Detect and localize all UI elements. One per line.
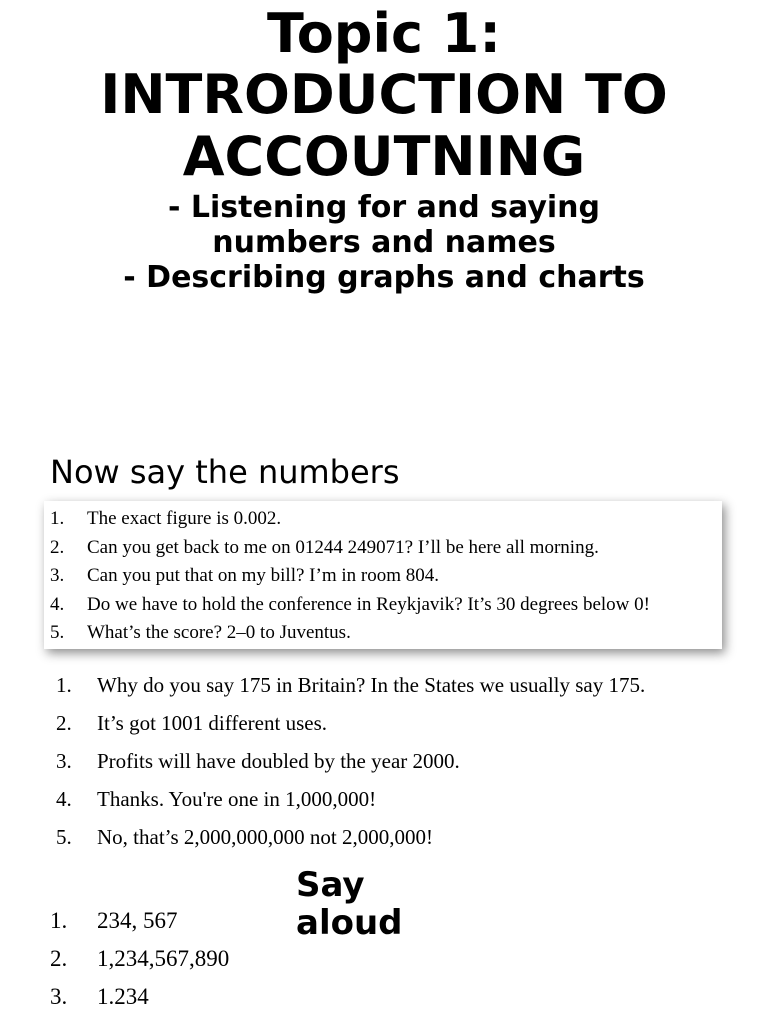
subtitle-line-1: - Listening for and saying	[167, 190, 601, 225]
item-number: 1.	[50, 908, 68, 933]
boxed-sentence-list	[44, 501, 722, 649]
item-text: 1,234,567,890	[97, 946, 230, 971]
subtitle-line-2: numbers and names	[212, 225, 556, 260]
item-text: It’s got 1001 different uses.	[97, 711, 327, 735]
list-item	[44, 591, 722, 620]
list-item	[56, 818, 726, 856]
item-text: Can you get back to me on 01244 249071? I’ll be here all morning.	[87, 536, 599, 558]
item-text: 1.234	[97, 984, 149, 1009]
subtitle-line-3: - Describing graphs and charts	[123, 260, 645, 295]
list-item	[44, 505, 722, 534]
item-number: 4.	[56, 787, 72, 811]
slide-title	[0, 4, 768, 188]
section-heading: Now say the numbers	[50, 453, 400, 491]
slide-subtitle	[0, 190, 768, 295]
list-item	[44, 619, 722, 648]
sentence-list-2	[56, 666, 726, 856]
list-item	[50, 978, 310, 1016]
item-number: 4.	[50, 593, 65, 615]
list-item	[50, 902, 310, 940]
say-aloud-line-2: aloud	[296, 903, 403, 943]
item-number: 5.	[50, 622, 65, 644]
list-item	[50, 940, 310, 978]
item-text: Thanks. You're one in 1,000,000!	[97, 787, 377, 811]
item-text: Do we have to hold the conference in Reykjavik? It’s 30 degrees below 0!	[87, 593, 650, 615]
say-aloud-line-1: Say	[296, 865, 365, 905]
item-text: What’s the score? 2–0 to Juventus.	[87, 622, 351, 644]
item-number: 2.	[50, 946, 68, 971]
title-line-2: INTRODUCTION TO	[100, 63, 668, 126]
item-number: 3.	[50, 565, 65, 587]
item-text: Can you put that on my bill? I’m in room 804.	[87, 565, 439, 587]
title-line-1: Topic 1:	[267, 2, 501, 65]
item-text: The exact figure is 0.002.	[87, 508, 282, 529]
item-number: 3.	[50, 984, 68, 1009]
say-aloud-label	[296, 866, 456, 942]
item-number: 3.	[56, 749, 72, 773]
list-item	[56, 742, 726, 780]
item-number: 1.	[56, 673, 72, 697]
title-line-3: ACCOUTNING	[182, 125, 586, 188]
item-number: 2.	[56, 711, 72, 735]
item-text: Profits will have doubled by the year 2000.	[97, 749, 460, 773]
number-list	[50, 902, 310, 1016]
item-number: 2.	[50, 536, 65, 558]
list-item	[44, 562, 722, 591]
item-number: 1.	[50, 508, 65, 529]
item-text: 234, 567	[97, 908, 178, 933]
item-text: No, that’s 2,000,000,000 not 2,000,000!	[97, 825, 433, 849]
item-number: 5.	[56, 825, 72, 849]
item-text: Why do you say 175 in Britain? In the States we usually say 175.	[97, 673, 646, 697]
list-item	[44, 534, 722, 563]
list-item	[56, 666, 726, 704]
list-item	[56, 780, 726, 818]
list-item	[56, 704, 726, 742]
